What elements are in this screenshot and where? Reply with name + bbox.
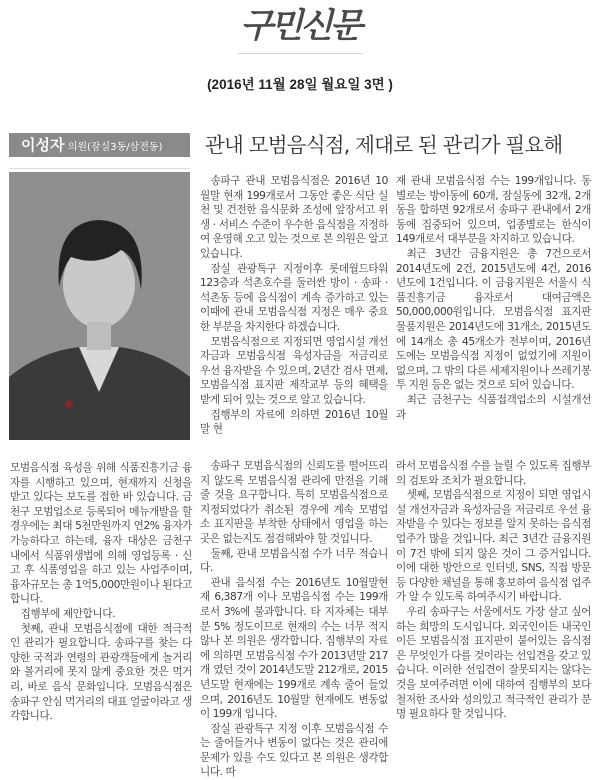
newspaper-logo: 구민신문	[240, 6, 360, 46]
paragraph: 송파구 모범음식점의 신뢰도를 떨어뜨리지 않도록 모범음식점 관리에 만전을 기해줄 것을 요구합니다. 특히 모범음식점으로 지정되었다가 취소된 경우에 계속 모범업소 표지판을 부착한 상태에서 영업을 하는 곳은 없는지도 점검해봐야 할 것입니다.	[200, 460, 388, 545]
paragraph: 재 관내 모범음식점 수는 199개입니다. 동 별로는 방이동에 60개, 잠실동에 32개, 2개동을 합하면 92개로서 송파구 관내에서 2개 동에 집중되어 있으며, 업종별로는 한식이 149개로서 대부분을 차지하고 있습니다.	[396, 175, 591, 246]
logo-divider	[238, 53, 363, 54]
paragraph: 집행부의 자료에 의하면 2016년 10월말 현	[200, 408, 388, 436]
paragraph: 모범음식점 육성을 위해 식품진흥기금 융자를 시행하고 있으며, 현재까지 신청을 받고 있다는 보도를 접한 바 있습니다. 금천구 모범업소로 등록되어 메뉴개발을 할 경우에는 최대 5천만원까지 연2% 융자가 가능하다고 하는데, 융자 대상은 금천구 내에서 식품위생법에 의해 영업등록 · 신고 후 식품영업을 하고 있는 사업주이며, 융자규모는 총 1억5,000만원이나 된다고 합니다.	[10, 462, 192, 606]
paragraph: 송파구 관내 모범음식점은 2016년 10월말 현재 199개로서 그동안 좋은 식단 실천 및 건전한 음식문화 조성에 앞장서고 위생 · 서비스 수준이 우수한 음식점을 지정하여 운영해 오고 있는 것으로 본 의원은 알고 있습니다.	[200, 175, 388, 260]
paragraph: 우리 송파구는 서울에서도 가장 살고 싶어하는 희망의 도시입니다. 외국인이든 내국인이든 모범음식점 표지판이 붙어있는 음식점은 무엇인가 다를 것이라는 선입견을 갖고 있습니다. 이러한 선입견이 잘못되지는 않다는 것을 보여주려면 이에 대하여 집행부의 보다 철저한 조사와 성의있고 적극적인 관리가 분명 필요하다 할 것입니다.	[396, 605, 591, 721]
lower-column-3	[396, 459, 591, 722]
upper-column-2	[200, 174, 388, 437]
author-name: 이성자	[21, 136, 65, 154]
paragraph: 셋째, 모범음식점으로 지정이 되면 영업시설 개선자금과 육성자금을 저금리로 우선 융자받을 수 있다는 정보를 알지 못하는 음식점 업주가 많을 것입니다. 최근 3년간 금융지원이 7건 밖에 되지 않은 것이 그 증거입니다. 이에 대한 방안으로 인터넷, SNS, 직접 방문 등 다양한 채널을 통해 홍보하여 음식점 업주가 알 수 있도록 하여주시기 바랍니다.	[396, 489, 591, 604]
upper-column-3	[396, 174, 591, 422]
lower-column-1	[10, 461, 192, 724]
paragraph: 잠실 관광특구 지정 이후 모범음식점 수는 줄어들거나 변동이 없다는 것은 관리에 문제가 있을 수도 있다고 본 의원은 생각합니다. 따	[200, 722, 388, 779]
article-headline: 관내 모범음식점, 제대로 된 관리가 필요해	[205, 133, 563, 157]
paragraph: 잠실 관광특구 지정이후 롯데월드타워 123층과 석촌호수를 둘러싼 방이 · 송파 · 석촌동 등에 음식점이 계속 증가하고 있는 이때에 관내 모범음식점 지정은 매우 중요한 부분을 차지한다 하겠습니다.	[200, 262, 388, 333]
lower-column-2	[200, 459, 388, 780]
divider	[9, 168, 190, 169]
author-photo	[9, 172, 190, 440]
paragraph: 라서 모범음식점 수를 늘릴 수 있도록 집행부의 검토와 조치가 필요합니다.	[396, 460, 591, 487]
paragraph: 집행부에 제안합니다.	[20, 607, 116, 620]
paragraph: 첫째, 관내 모범음식점에 대한 적극적인 관리가 필요합니다. 송파구를 찾는 다양한 국적과 연령의 관광객들에게 놀거리와 볼거리에 못지 않게 중요한 것은 먹거리, 바로 음식 문화입니다. 모범음식점은 송파구 안심 먹거리의 대표 얼굴이라고 생각합니다.	[10, 622, 193, 723]
paragraph: 최근 3년간 금융지원은 총 7건으로서 2014년도에 2건, 2015년도에 4건, 2016년도에 1건입니다. 이 금융지원은 서울시 식품진흥기금 융자로서 대여금액은 50,000,000원입니다. 모범음식점 표지판 물품지원은 2014년도에 31개소, 2015년도에 14개소 총 45개소가 전부이며, 2016년도에는 모범음식점 지정이 없었기에 지원이 없으며, 그 밖의 다른 세제지원이나 쓰레기봉투 지원 등은 없는 것으로 되어 있습니다.	[396, 247, 591, 392]
byline-box	[9, 133, 190, 157]
paragraph: 관내 음식점 수는 2016년도 10월말현재 6,387개 이나 모범음식점 수는 199개로서 3%에 불과합니다. 타 지자체는 대부분 5% 정도이므로 현재의 수는 너무 적지않나 본 의원은 생각합니다. 집행부의 자료에 의하면 모범음식점 수가 2013년말 217개 였던 것이 2014년도말 212개로, 2015년도말 현재에는 199개로 계속 줄어 들었으며, 2016년도 10월말 현재에도 변동없이 199개 입니다.	[200, 576, 388, 721]
paragraph: 둘째, 관내 모범음식점 수가 너무 적습니다.	[200, 547, 388, 575]
paragraph: 모범음식점으로 지정되면 영업시설 개선자금과 모범음식점 육성자금을 저금리로 우선 융자받을 수 있으며, 2년간 검사 면제, 모범음식점 표지판 제작교부 등의 혜택을 받게 되어 있는 것으로 알고 있습니다.	[200, 335, 388, 406]
date-line: (2016년 11월 28일 월요일 3면 )	[207, 77, 393, 92]
paragraph: 최근 금천구는 식품접객업소의 시설개선과	[396, 393, 591, 421]
author-title: 의원(잠실3동/삼전동)	[67, 142, 163, 153]
